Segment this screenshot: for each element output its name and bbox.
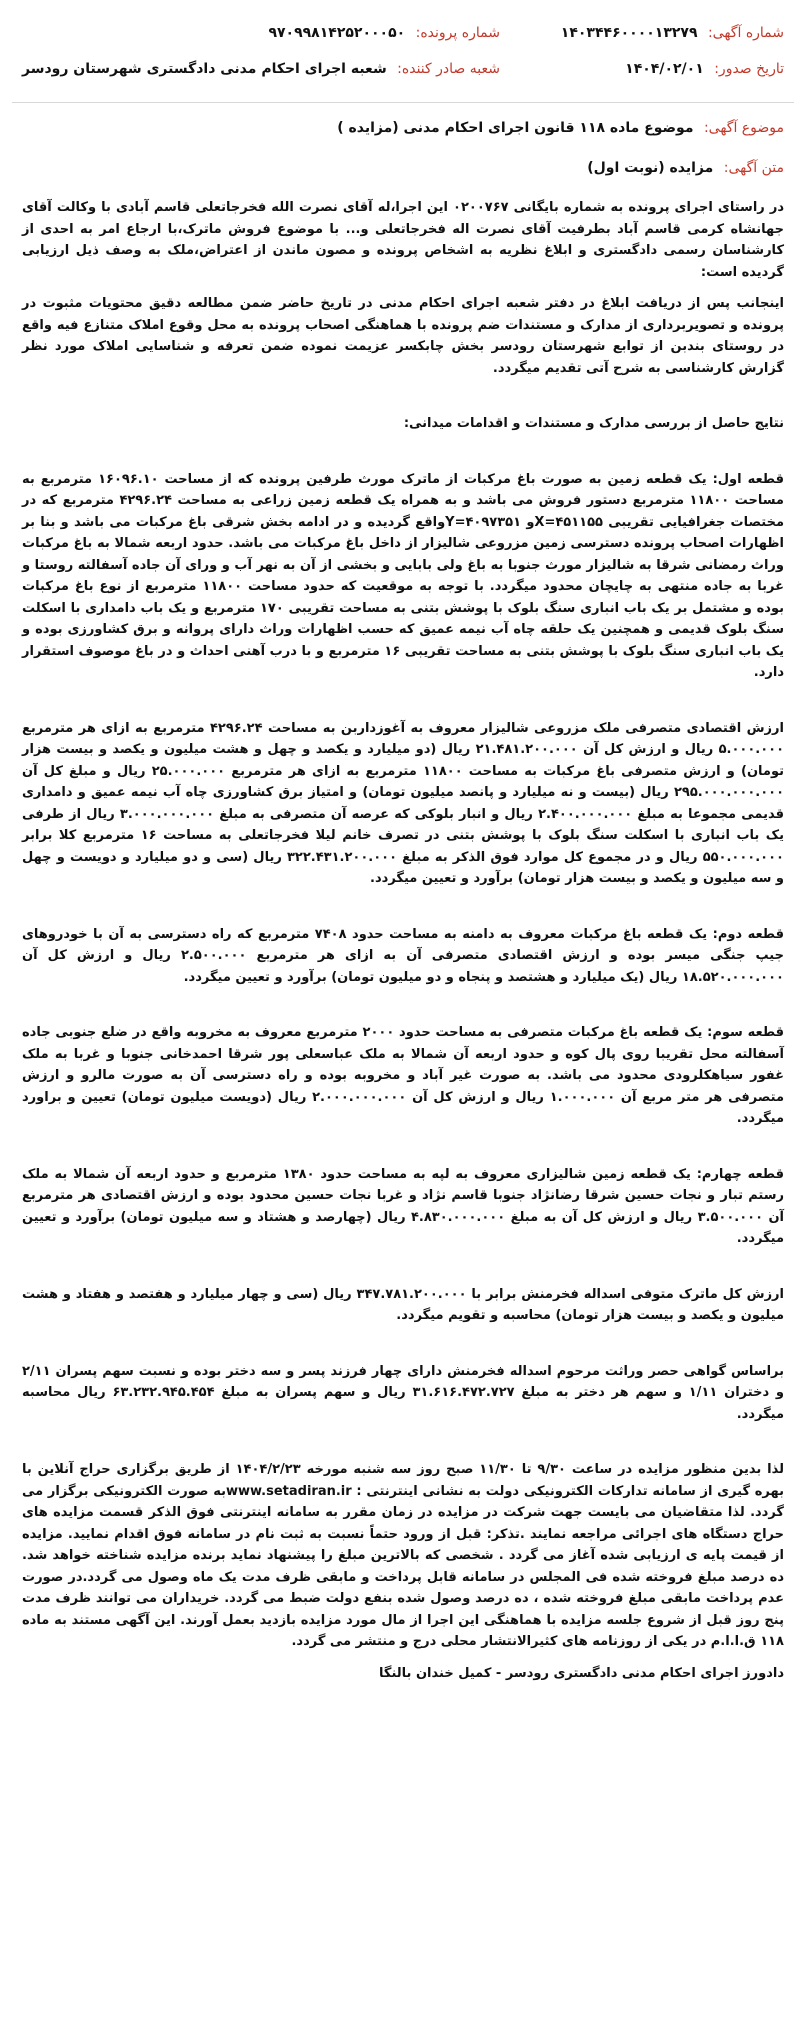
parcel-two-paragraph: قطعه دوم: یک قطعه باغ مرکبات معروف به دامنه به مساحت حدود ۷۴۰۸ مترمربع که راه دسترسی به آن با خودروهای جیپ جنگی میسر بوده و ارزش اقتصادی متصرفی آن به ازای هر مترمربع ۲.۵۰۰.۰۰۰ ریال و ارزش کل آن ۱۸.۵۲۰.۰۰۰.۰۰۰ ریال (یک میلیارد و هشتصد و پنجاه و دو میلیون تومان) برآورد و تعیین میگردد.	[22, 926, 784, 985]
ad-number-label: شماره آگهی:	[707, 25, 784, 41]
parcel-one-paragraph: قطعه اول: یک قطعه زمین به صورت باغ مرکبات از ماترک مورث طرفین پرونده که از مساحت ۱۶۰۹۶.۱۰ مترمربع به مساحت ۱۱۸۰۰ مترمربع دستور فروش می باشد و به همراه یک قطعه زمین زراعی به مساحت ۴۲۹۶.۲۴ مترمربع که در مختصات جغرافیایی تقریبی X=۴۵۱۱۵۵و Y=۴۰۹۷۳۵۱واقع گردیده و در ادامه بخش شرقی باغ مرکبات می باشد و بنا بر اظهارات اصحاب پرونده دسترسی زمین مزروعی شالیزار از داخل باغ مرکبات می باشد. حدود اربعه شمالا به باغ مرکبات وراث رمضانی شرقا به شالیزار مورث جنوبا به باغ ولی بابایی و بخشی از آن به نهر آب و ورای آن جاده آسفالته روستا و غربا به جاده منتهی به چایچان محدود میگردد. با توجه به موقعیت که حدود مساحت ۱۱۸۰۰ مترمربع از نوع باغ مرکبات بوده و مشتمل بر یک باب انباری سنگ بلوک با پوشش بتنی به مساحت تقریبی ۱۷۰ مترمربع و یک باب دامداری با اسکلت سنگ بلوک قدیمی و همچنین یک حلقه چاه آب نیمه عمیق که حسب اظهارات وراث دارای پروانه و برق کشاورزی بوده و یک باب انباری سنگ بلوک با پوشش بتنی به مساحت تقریبی ۱۶ مترمربع و با درب آهنی احداث و در باغ موصوف استقرار دارد.	[22, 471, 784, 680]
subject-value: موضوع ماده ۱۱۸ قانون اجرای احکام مدنی (مزایده )	[337, 120, 694, 136]
auction-terms-paragraph: لذا بدین منظور مزایده در ساعت ۹/۳۰ تا ۱۱/۳۰ صبح روز سه شنبه مورخه ۱۴۰۴/۲/۲۳ از طریق برگزاری حراج آنلاین با بهره گیری از سامانه تدارکات الکترونیکی دولت به نشانی اینترنتی : www.setadiran.irبه صورت الکترونیکی برگزار می گردد. لذا متقاضیان می بایست جهت شرکت در مزایده در زمان مقرر به سامانه اینترنتی فوق الذکر قسمت مزایده های حراج دستگاه های اجرائی مراجعه نمایند .تذکر: قبل از ورود حتماً نسبت به ثبت نام در سامانه فوق اقدام نمایید. مزایده از قیمت پایه ی ارزیابی شده آغاز می گردد . شخصی که بالاترین مبلغ را پیشنهاد نماید برنده مزایده شناخته خواهد شد. ده درصد مبلغ فروخته شده فی المجلس در سامانه قابل پرداخت و مابقی ظرف مدت یک ماه وصول می گردد.در صورت عدم پرداخت مابقی مبلغ فروخته شده ، ده درصد وصول شده بنفع دولت ضبط می گردد. خریداران می توانند ظرف مدت پنج روز قبل از شروع جلسه مزایده با هماهنگی این اجرا از مال مورد مزایده بازدید بعمل آورند. این آگهی مستند به ماده ۱۱۸ ق.ا.ا.م در یکی از روزنامه های کثیرالانتشار محلی درج و منتشر می گردد.	[22, 1462, 784, 1649]
ad-number-value: ۱۴۰۳۴۴۶۰۰۰۰۱۳۲۷۹	[560, 25, 698, 41]
signature: دادورز اجرای احکام مدنی دادگستری رودسر - کمیل خندان بالنگا	[379, 1665, 784, 1681]
findings-heading: نتایج حاصل از بررسی مدارک و مستندات و اقدامات میدانی:	[403, 416, 784, 431]
issuer-label: شعبه صادر کننده:	[397, 61, 500, 77]
issue-date	[540, 58, 784, 80]
issue-date-label: تاریخ صدور:	[714, 61, 784, 77]
subject-label: موضوع آگهی:	[703, 120, 784, 136]
issuer	[22, 58, 500, 80]
header-divider	[12, 102, 794, 103]
parcel-one-valuation-paragraph: ارزش اقتصادی متصرفی ملک مزروعی شالیزار معروف به آغوزداربن به مساحت ۴۲۹۶.۲۴ مترمربع به ازای هر مترمربع ۵.۰۰۰.۰۰۰ ریال و ارزش کل آن ۲۱.۴۸۱.۲۰۰.۰۰۰ ریال (دو میلیارد و یکصد و چهل و هشت میلیون و یکصد و بیست هزار تومان) و ارزش متصرفی باغ مرکبات به مساحت ۱۱۸۰۰ مترمربع به ازای هر مترمربع ۲۵.۰۰۰.۰۰۰ ریال و مبلغ کل آن ۲۹۵.۰۰۰.۰۰۰.۰۰۰ ریال (بیست و نه میلیارد و پانصد میلیون تومان) و امتیاز برق کشاورزی چاه آب نیمه عمیق و دامداری قدیمی مجموعا به مبلغ ۲.۴۰۰.۰۰۰.۰۰۰ ریال و انبار بلوکی که عرصه آن متصرفی به مبلغ ۳.۰۰۰.۰۰۰.۰۰۰ ریال از طرفی یک باب انباری با اسکلت سنگ بلوک با پوشش بتنی در تصرف خانم لیلا فخرجاتعلی به مساحت ۱۶ مترمربع کلا برابر ۵۵۰.۰۰۰.۰۰۰ ریال و در مجموع کل موارد فوق الذکر به مبلغ ۳۲۲.۴۳۱.۲۰۰.۰۰۰ ریال (سی و دو میلیارد و دویست و چهل و سه میلیون و یکصد و بیست هزار تومان) برآورد و تعیین میگردد.	[22, 720, 785, 886]
notice-text-title	[12, 157, 794, 179]
file-number-value: ۹۷۰۹۹۸۱۴۲۵۲۰۰۰۵۰	[268, 25, 406, 41]
ad-number	[540, 22, 784, 44]
issue-date-value: ۱۴۰۴/۰۲/۰۱	[625, 61, 704, 77]
intro-paragraph: در راستای اجرای پرونده به شماره بایگانی ۰۲۰۰۷۶۷ این اجرا،له آقای نصرت الله فخرجاتعلی قاسم آبادی با وکالت آقای جهانشاه کرمی قاسم آباد بطرفیت آقای نصرت اله فخرجاتعلی و... با موضوع فروش ماترک،با ارجاع امر به احدی از کارشناسان رسمی دادگستری و ابلاغ نظریه به اشخاص پرونده و مصون ماندن از اعتراض،ملک به وصف ذیل ارزیابی گردیده است:	[22, 200, 785, 280]
parcel-four-paragraph: قطعه چهارم: یک قطعه زمین شالیزاری معروف به لپه به مساحت حدود ۱۳۸۰ مترمربع و حدود اربعه آن شمالا به ملک رستم تبار و نجات حسین شرقا رضانژاد جنوبا قاسم نژاد و غربا نجات حسین محدود بوده و ارزش اقتصادی هر مترمربع آن ۳.۵۰۰.۰۰۰ ریال و ارزش کل آن به مبلغ ۴.۸۳۰.۰۰۰.۰۰۰ ریال (چهارصد و هشتاد و سه میلیون تومان) برآورد و تعیین میگردد.	[22, 1166, 785, 1246]
notice-meta	[12, 22, 794, 90]
expert-visit-paragraph: اینجانب پس از دریافت ابلاغ در دفتر شعبه اجرای احکام مدنی در تاریخ حاضر ضمن مطالعه دقیق محتویات مثبوت در پرونده و تصویربرداری از مدارک و مستندات ضم پرونده با هماهنگی اصحاب پرونده به محل وقوع املاک متنازع فیه واقع در روستای بندبن از توابع شهرستان رودسر بخش چابکسر عزیمت نموده ضمن تعرفه و شناسایی املاک مورد نظر گزارش کارشناسی به شرح آتی تقدیم میگردد.	[22, 296, 784, 376]
parcel-three-paragraph: قطعه سوم: یک قطعه باغ مرکبات متصرفی به مساحت حدود ۲۰۰۰ مترمربع معروف به مخروبه واقع در ضلع جنوبی جاده آسفالته محل تقریبا روی پال کوه و حدود اربعه آن شمالا به ملک عباسعلی پور شرقا احمدخانی جنوبا و غربا به ملک غفور سیاهکلرودی محدود می باشد. به صورت غیر آباد و مخروبه بوده و راه دسترسی آن به صورت مالرو و ارزش متصرفی هر متر مربع آن ۱.۰۰۰.۰۰۰ ریال و ارزش کل آن ۲.۰۰۰.۰۰۰.۰۰۰ ریال (دویست میلیون تومان) تعیین و براورد میگردد.	[22, 1025, 784, 1126]
notice-subject	[12, 117, 794, 139]
total-value-paragraph: ارزش کل ماترک متوفی اسداله فخرمنش برابر با ۳۴۷.۷۸۱.۲۰۰.۰۰۰ ریال (سی و چهار میلیارد و هفتصد و هفتاد و هشت میلیون و یکصد و بیست هزار تومان) محاسبه و تقویم میگردد.	[22, 1286, 784, 1323]
text-title-value: مزایده (نوبت اول)	[587, 160, 714, 176]
inheritance-shares-paragraph: براساس گواهی حصر وراثت مرحوم اسداله فخرمنش دارای چهار فرزند پسر و سه دختر بوده و نسبت سهم پسران ۲/۱۱ و دختران ۱/۱۱ و سهم هر دختر به مبلغ ۳۱.۶۱۶.۴۷۲.۷۲۷ ریال و سهم پسران به مبلغ ۶۳.۲۳۲.۹۴۵.۴۵۴ ریال محاسبه میگردد.	[22, 1363, 785, 1422]
text-label: متن آگهی:	[723, 160, 784, 176]
issuer-value: شعبه اجرای احکام مدنی دادگستری شهرستان رودسر	[22, 61, 387, 77]
file-number	[22, 22, 500, 44]
file-number-label: شماره پرونده:	[415, 25, 500, 41]
notice-body	[12, 197, 794, 1685]
